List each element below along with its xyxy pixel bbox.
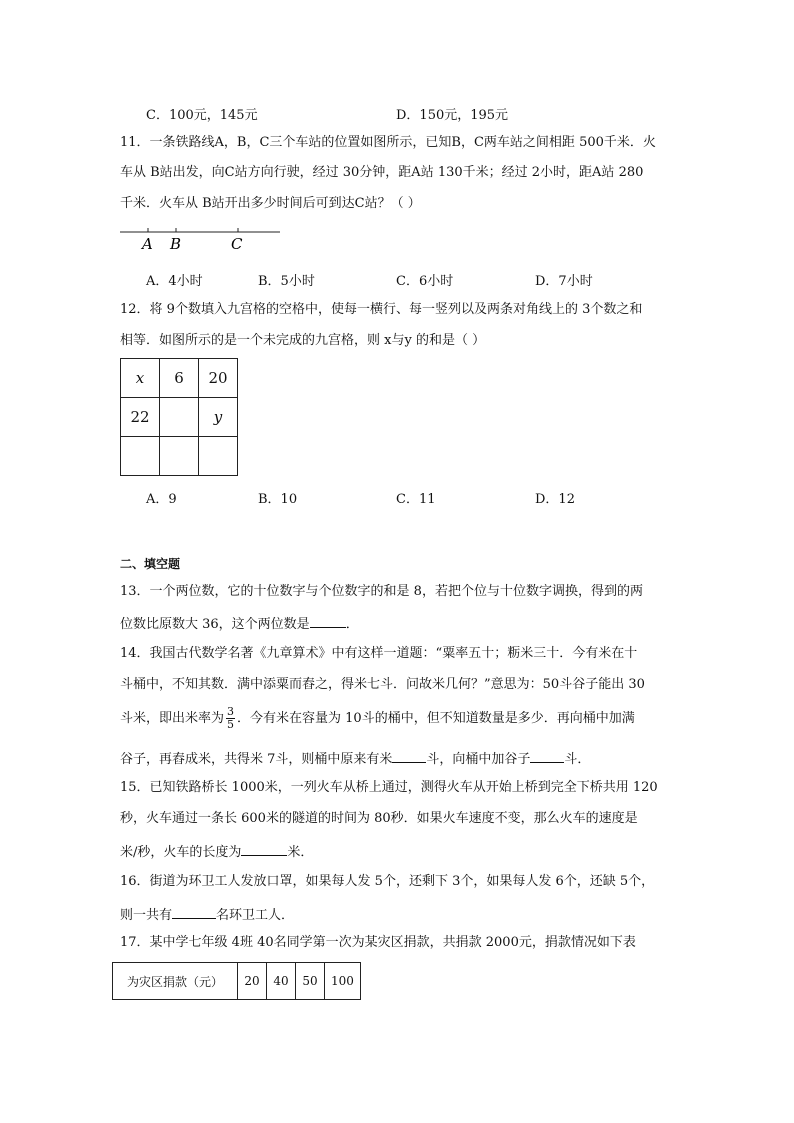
grid-cell xyxy=(121,437,160,476)
q14-line-4: 谷子，再舂成米，共得米 7斗，则桶中原来有米 斗，向桶中加谷子 斗． xyxy=(120,748,690,769)
q16-line-2: 则一共有 名环卫工人． xyxy=(120,904,690,925)
q15-line-2: 秒，火车通过一条长 600米的隧道的时间为 80秒．如果火车速度不变，那么火车的速度是 xyxy=(120,811,638,826)
grid-cell: 20 xyxy=(199,359,238,398)
q15-line-3: 米/秒，火车的长度为 米． xyxy=(120,841,690,862)
q10-options xyxy=(146,104,706,122)
grid-cell xyxy=(160,437,199,476)
grid-cell xyxy=(199,437,238,476)
q12-option-a: A．9 xyxy=(146,492,177,507)
q15-line-1: 15．已知铁路桥长 1000米，一列火车从桥上通过，测得火车从开始上桥到完全下桥共用 120 xyxy=(120,780,658,795)
grid-cell xyxy=(160,398,199,437)
q17-line-1: 17．某中学七年级 4班 40名同学第一次为某灾区捐款，共捐款 2000元，捐款情况如下表 xyxy=(120,935,636,950)
station-b-label: B xyxy=(170,235,182,253)
q14-answer-blank-1[interactable] xyxy=(392,748,426,763)
q11-option-d: D．7小时 xyxy=(535,274,593,289)
q12-option-b: B．10 xyxy=(258,492,298,507)
station-c-label: C xyxy=(231,235,243,253)
q13-line-1: 13．一个两位数，它的十位数字与个位数字的和是 8，若把个位与十位数字调换，得到的两 xyxy=(120,584,643,599)
q14-line-3: 斗米，即出米率为 $\frac{3}{5}$ ．今有米在容量为 10斗的桶中，但不知道数量是多少．再向桶中加满 xyxy=(120,705,635,731)
donation-table xyxy=(112,962,361,1000)
q13-answer-blank[interactable] xyxy=(310,613,346,628)
table-row xyxy=(113,963,361,1000)
q11-option-c: C．6小时 xyxy=(396,274,454,289)
q11-line-2: 车从 B站出发，向C站方向行驶，经过 30分钟，距A站 130千米；经过 2小时，距A站 280 xyxy=(120,165,644,180)
q14-line-2: 斗桶中，不知其数．满中添粟而舂之，得米七斗．问故米几何？”意思为：50斗谷子能出 30 xyxy=(120,677,645,692)
table-cell: 40 xyxy=(267,963,296,1000)
table-cell: 100 xyxy=(325,963,361,1000)
station-a-label: A xyxy=(142,235,153,253)
q11-line-3: 千米．火车从 B站开出多少时间后可到达C站？（ ） xyxy=(120,196,421,211)
q12-option-c: C．11 xyxy=(396,492,436,507)
railway-diagram xyxy=(118,222,288,256)
q10-option-c: C．100元，145元 xyxy=(146,108,258,123)
q11-line-1: 11．一条铁路线A，B，C三个车站的位置如图所示，已知B，C两车站之间相距 500千米．火 xyxy=(120,135,656,150)
q12-line-1: 12．将 9个数填入九宫格的空格中，使每一横行、每一竖列以及两条对角线上的 3个数之和 xyxy=(120,302,643,317)
table-cell: 50 xyxy=(296,963,325,1000)
q12-option-d: D．12 xyxy=(535,492,575,507)
q15-answer-blank[interactable] xyxy=(241,841,287,856)
q11-options xyxy=(146,270,706,288)
q11-option-b: B．5小时 xyxy=(258,274,315,289)
grid-cell: 22 xyxy=(121,398,160,437)
section-title: 二、填空题 xyxy=(120,557,181,571)
output-rate-fraction: $\frac{3}{5}$ xyxy=(227,705,235,731)
grid-cell: 6 xyxy=(160,359,199,398)
q16-line-1: 16．街道为环卫工人发放口罩，如果每人发 5个，还剩下 3个，如果每人发 6个，还缺 5个， xyxy=(120,874,655,889)
q10-option-d: D．150元，195元 xyxy=(396,108,509,123)
q14-line-1: 14．我国古代数学名著《九章算术》中有这样一道题：“粟率五十；粝米三十．今有米在十 xyxy=(120,646,638,661)
q16-answer-blank[interactable] xyxy=(172,904,216,919)
q11-option-a: A．4小时 xyxy=(146,274,203,289)
table-cell: 20 xyxy=(238,963,267,1000)
magic-square-grid xyxy=(120,358,238,476)
table-header-cell: 为灾区捐款（元） xyxy=(113,963,238,1000)
q14-answer-blank-2[interactable] xyxy=(530,748,564,763)
q12-line-2: 相等．如图所示的是一个未完成的九宫格，则 x与y 的和是（ ） xyxy=(120,333,486,348)
q13-line-2: 位数比原数大 36，这个两位数是 ． xyxy=(120,613,690,634)
grid-cell-x: x xyxy=(121,359,160,398)
q12-options xyxy=(146,488,706,506)
grid-cell-y: y xyxy=(199,398,238,437)
